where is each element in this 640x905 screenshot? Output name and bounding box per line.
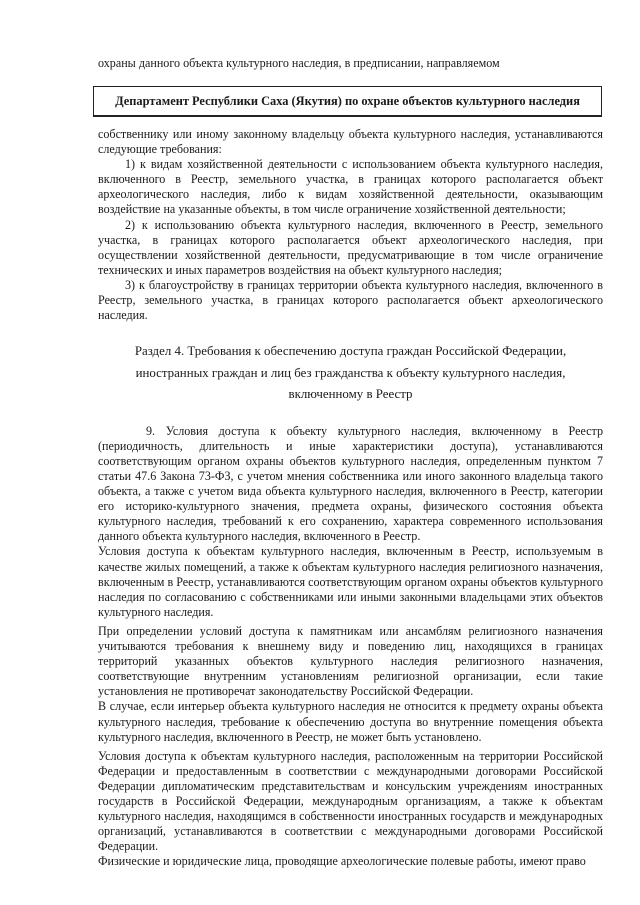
department-heading-box: Департамент Республики Саха (Якутия) по охране объектов культурного наследия	[93, 86, 602, 117]
document-body	[98, 127, 603, 869]
requirement-3: 3) к благоустройству в границах территории объекта культурного наследия, включенного в Реестр, земельного участка, в границах которого располагается объект археологического наследия.	[98, 277, 603, 323]
requirements-intro: собственнику или иному законному владельцу объекта культурного наследия, устанавливаются следующие требования:	[98, 127, 603, 157]
paragraph-international: Условия доступа к объектам культурного наследия, расположенным на территории Российской Федерации и предоставленным в соответствии с международными договорами Российской Федерации дипломатическим представительствам и консульским учреждениям иностранных государств в Российской Федерации, международным организациям, а также к объектам культурного наследия, находящимся в собственности иностранных государств и международных организаций, устанавливаются в соответствии с международными договорами Российской Федерации.	[98, 748, 603, 854]
paragraph-religious-access: Условия доступа к объектам культурного наследия, включенным в Реестр, используемым в качестве жилых помещений, а также к объектам культурного наследия религиозного назначения, включенным в Реестр, устанавливаются соответствующим органом охраны объектов культурного наследия по согласованию с собственниками или иными законными владельцами этих объектов культурного наследия.	[98, 544, 603, 619]
continuation-line: охраны данного объекта культурного наследия, в предписании, направляемом	[98, 56, 500, 70]
paragraph-9: 9. Условия доступа к объекту культурного наследия, включенному в Реестр (периодичность, длительность и иные характеристики доступа), устанавливаются соответствующим органом охраны объектов культурного наследия, определенным пунктом 7 статьи 47.6 Закона 73-ФЗ, с учетом мнения собственника или иного законного владельца такого объекта, а также с учетом вида объекта культурного наследия, включенного в Реестр, категории его историко-культурного значения, предмета охраны, физического состояния объекта культурного наследия, требований к его сохранению, характера современного использования данного объекта культурного наследия, включенного в Реестр.	[98, 423, 603, 544]
section-title-line-1: Раздел 4. Требования к обеспечению доступа граждан Российской Федерации,	[134, 344, 567, 359]
section-4-title	[98, 341, 603, 406]
paragraph-interior: В случае, если интерьер объекта культурного наследия не относится к предмету охраны объекта культурного наследия, требование к обеспечению доступа во внутренние помещения объекта культурного наследия, включенного в Реестр, не может быть установлено.	[98, 699, 603, 744]
paragraph-archaeology: Физические и юридические лица, проводящие археологические полевые работы, имеют право	[98, 854, 586, 869]
requirement-1: 1) к видам хозяйственной деятельности с использованием объекта культурного наследия, включенного в Реестр, земельного участка, в границах которого располагается объект археологического наследия, либо к видам хозяйственной деятельности, оказывающим воздействие на указанные объекты, в том числе ограничение хозяйственной деятельности;	[98, 157, 603, 217]
paragraph-monuments: При определении условий доступа к памятникам или ансамблям религиозного назначения учитываются требования к внешнему виду и поведению лиц, находящихся в границах территорий указанных объектов культурного наследия религиозного назначения, соответствующие внутренним установлениям религиозной организации, если такие установления не противоречат законодательству Российской Федерации.	[98, 623, 603, 699]
section-title-line-3: включенному в Реестр	[288, 387, 413, 402]
section-title-line-2: иностранных граждан и лиц без гражданства к объекту культурного наследия,	[135, 365, 566, 380]
requirement-2: 2) к использованию объекта культурного наследия, включенного в Реестр, земельного участка, в границах которого располагается объект археологического наследия, при осуществлении хозяйственной деятельности, предусматривающие в том числе ограничение технических и иных параметров воздействия на объект культурного наследия;	[98, 217, 603, 277]
